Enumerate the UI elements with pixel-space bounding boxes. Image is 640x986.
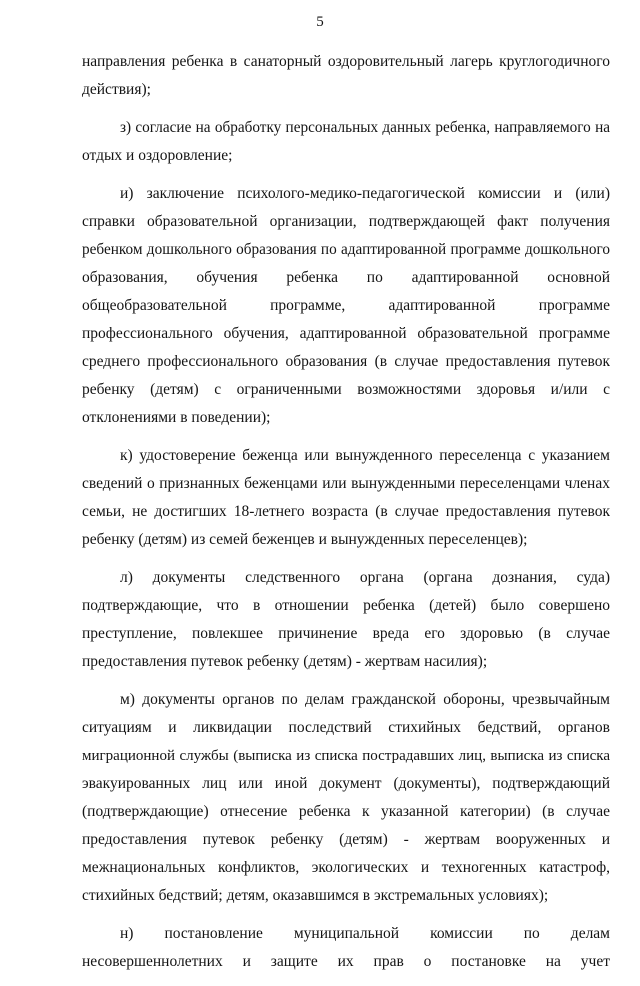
text-line: з) согласие на обработку персональных данных ребенка, направляемого на: [120, 119, 610, 136]
text-line: общеобразовательной программе, адаптированной программе: [82, 297, 610, 314]
paragraph-item-k: [82, 442, 610, 554]
text-line: н) постановление муниципальной комиссии по делам: [120, 925, 610, 942]
text-line: миграционной службы (выписка из списка пострадавших лиц, выписка из списка: [82, 748, 610, 764]
text-line: направления ребенка в санаторный оздоровительный лагерь круглогодичного: [82, 53, 610, 70]
text-line: действия);: [82, 81, 151, 98]
text-line: стихийных бедствий; детям, оказавшимся в экстремальных условиях);: [82, 887, 549, 904]
text-line: и) заключение психолого-медико-педагогической комиссии и (или): [120, 185, 610, 202]
text-line: отклонениями в поведении);: [82, 409, 271, 426]
page-number: 5: [316, 14, 324, 30]
text-line: ребенком дошкольного образования по адаптированной программе дошкольного: [82, 241, 610, 258]
text-line: среднего профессионального образования (в случае предоставления путевок: [82, 353, 610, 370]
text-line: ситуациям и ликвидации последствий стихийных бедствий, органов: [82, 719, 610, 736]
text-line: м) документы органов по делам гражданской обороны, чрезвычайным: [120, 691, 610, 708]
text-line: предоставления путевок ребенку (детям) - жертвам вооруженных и: [82, 831, 610, 848]
text-line: (подтверждающие) отнесение ребенка к указанной категории) (в случае: [82, 803, 610, 820]
text-line: эвакуированных лиц или иной документ (документы), подтверждающий: [82, 775, 610, 792]
text-line: подтверждающие, что в отношении ребенка (детей) было совершено: [82, 597, 610, 614]
text-line: ребенку (детям) с ограниченными возможностями здоровья и/или с: [82, 381, 610, 398]
text-line: преступление, повлекшее причинение вреда его здоровью (в случае: [82, 625, 610, 642]
document-body: [82, 48, 610, 986]
text-line: справки образовательной организации, подтверждающей факт получения: [82, 213, 610, 230]
paragraph-item-i: [82, 180, 610, 432]
text-line: профессионального обучения, адаптированной образовательной программе: [82, 325, 610, 342]
text-line: к) удостоверение беженца или вынужденного переселенца с указанием: [120, 447, 610, 464]
paragraph-item-n: [82, 920, 610, 976]
paragraph-continuation: [82, 48, 610, 104]
paragraph-item-l: [82, 564, 610, 676]
text-line: сведений о признанных беженцами или вынужденными переселенцами членах: [82, 475, 610, 492]
text-line: л) документы следственного органа (органа дознания, суда): [120, 569, 610, 586]
paragraph-item-m: [82, 686, 610, 910]
text-line: межнациональных конфликтов, экологических и техногенных катастроф,: [82, 859, 610, 876]
text-line: семьи, не достигших 18-летнего возраста (в случае предоставления путевок: [82, 503, 610, 520]
text-line: отдых и оздоровление;: [82, 147, 233, 164]
paragraph-item-z: [82, 114, 610, 170]
text-line: ребенку (детям) из семей беженцев и вынужденных переселенцев);: [82, 531, 528, 548]
text-line: предоставления путевок ребенку (детям) - жертвам насилия);: [82, 653, 488, 670]
text-line: несовершеннолетних и защите их прав о постановке на учет: [82, 953, 610, 970]
text-line: образования, обучения ребенка по адаптированной основной: [82, 269, 610, 286]
